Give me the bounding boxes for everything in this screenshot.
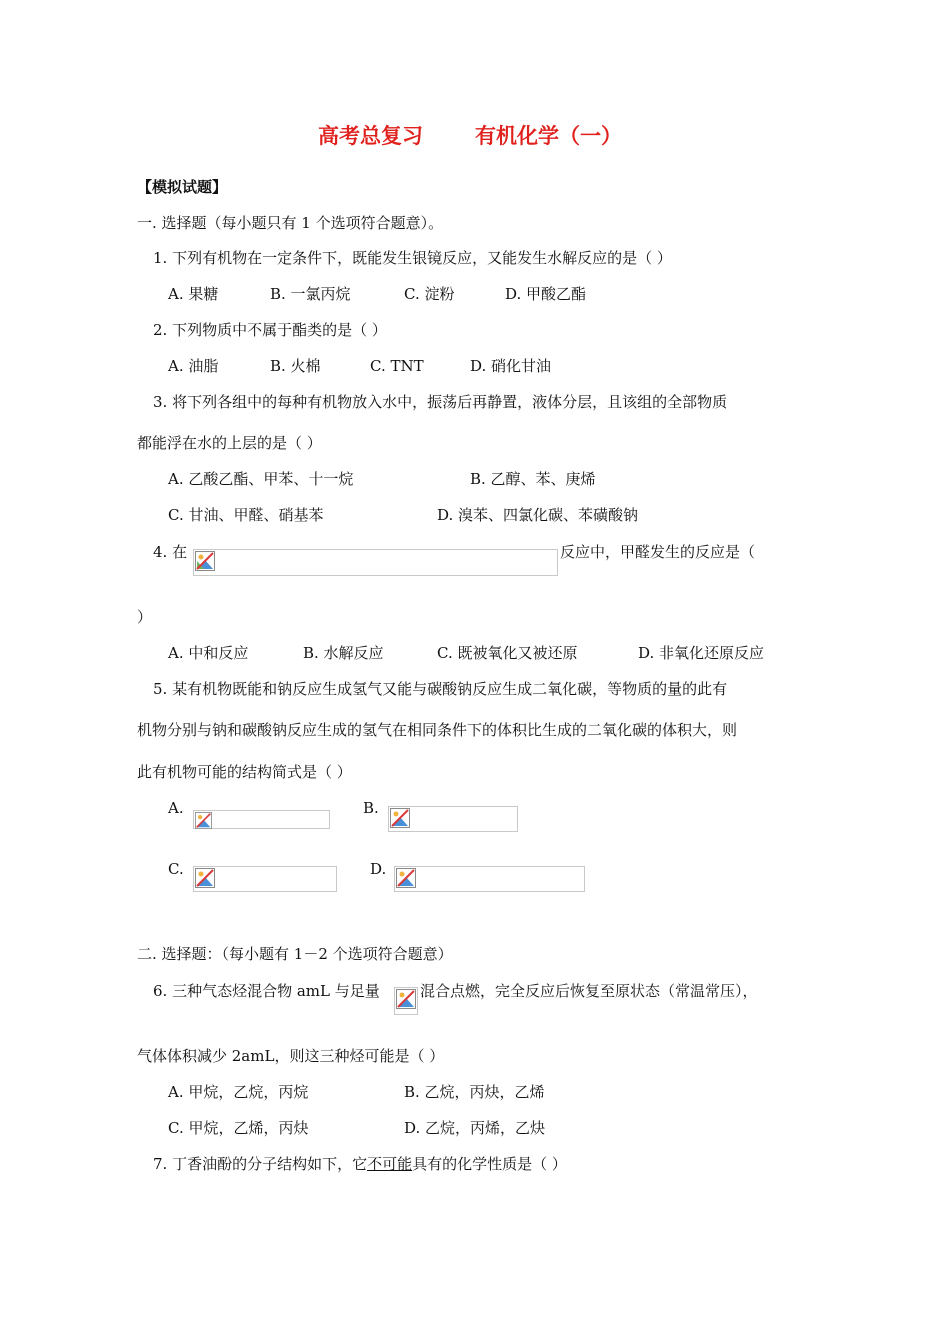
q5-line1: 5. 某有机物既能和钠反应生成氢气又能与碳酸钠反应生成二氧化碳，等物质的量的此有 — [153, 680, 728, 698]
q3-stem-line1: 3. 将下列各组中的每种有机物放入水中，振荡后再静置，液体分层，且该组的全部物质 — [153, 393, 728, 411]
q5-label-c: C. — [168, 860, 184, 878]
q1-option-b: B. 一氯丙烷 — [270, 285, 351, 303]
q3-option-c: C. 甘油、甲醛、硝基苯 — [168, 506, 324, 524]
section-header: 【模拟试题】 — [137, 178, 228, 196]
q3-option-b: B. 乙醇、苯、庚烯 — [470, 470, 596, 488]
broken-image-icon — [390, 808, 410, 828]
q1-option-c: C. 淀粉 — [404, 285, 455, 303]
title-part1: 高考总复习 — [318, 124, 423, 148]
q1-stem: 1. 下列有机物在一定条件下，既能发生银镜反应，又能发生水解反应的是（ ） — [153, 249, 672, 267]
q4-reaction-image — [193, 549, 558, 576]
q6-option-c: C. 甲烷，乙烯，丙炔 — [168, 1119, 309, 1137]
q7-stem-pre: 7. 丁香油酚的分子结构如下，它 — [153, 1155, 368, 1173]
q2-option-c: C. TNT — [370, 357, 424, 375]
q5-option-a-image — [193, 810, 330, 829]
q5-line2: 机物分别与钠和碳酸钠反应生成的氢气在相同条件下的体积比生成的二氧化碳的体积大，则 — [137, 721, 738, 739]
part2-heading: 二. 选择题：（每小题有 1－2 个选项符合题意） — [137, 945, 453, 963]
broken-image-icon — [195, 812, 212, 829]
q2-option-a: A. 油脂 — [168, 357, 219, 375]
q2-option-b: B. 火棉 — [270, 357, 321, 375]
broken-image-icon — [396, 868, 416, 888]
q6-stem-pre: 6. 三种气态烃混合物 amL 与足量 — [153, 982, 380, 1000]
q7-stem — [153, 1154, 567, 1174]
q7-stem-underlined: 不可能 — [367, 1155, 413, 1173]
q5-label-b: B. — [363, 799, 379, 817]
q7-stem-post: 具有的化学性质是（ ） — [412, 1155, 567, 1173]
q6-option-d: D. 乙烷，丙烯，乙炔 — [404, 1119, 546, 1137]
q1-option-d: D. 甲酸乙酯 — [505, 285, 587, 303]
broken-image-icon — [195, 551, 215, 571]
q5-option-c-image — [193, 866, 337, 892]
q6-stem-post: 混合点燃，完全反应后恢复至原状态（常温常压）， — [420, 982, 758, 1000]
part1-heading: 一. 选择题（每小题只有 1 个选项符合题意）。 — [137, 214, 444, 232]
q5-label-d: D. — [370, 860, 387, 878]
q6-line2: 气体体积减少 2amL，则这三种烃可能是（ ） — [137, 1047, 445, 1065]
broken-image-icon — [396, 989, 416, 1009]
q3-stem-line2: 都能浮在水的上层的是（ ） — [137, 434, 322, 452]
q3-option-d: D. 溴苯、四氯化碳、苯磺酸钠 — [437, 506, 639, 524]
q5-label-a: A. — [168, 799, 184, 817]
q5-option-b-image — [388, 806, 518, 832]
broken-image-icon — [195, 868, 215, 888]
q4-option-b: B. 水解反应 — [303, 644, 384, 662]
q4-option-a: A. 中和反应 — [168, 644, 249, 662]
q5-option-d-image — [394, 866, 585, 892]
q3-option-a: A. 乙酸乙酯、甲苯、十一烷 — [168, 470, 354, 488]
q4-stem-post: 反应中，甲醛发生的反应是（ — [560, 543, 756, 561]
title-part2: 有机化学（一） — [475, 124, 622, 148]
q1-option-a: A. 果糖 — [168, 285, 219, 303]
q4-option-c: C. 既被氧化又被还原 — [437, 644, 578, 662]
q6-oxygen-image — [394, 987, 418, 1015]
q4-option-d: D. 非氧化还原反应 — [638, 644, 765, 662]
q4-stem-pre: 4. 在 — [153, 543, 188, 561]
q6-option-a: A. 甲烷，乙烷，丙烷 — [168, 1083, 309, 1101]
q5-line3: 此有机物可能的结构简式是（ ） — [137, 763, 352, 781]
q4-stem-close: ） — [137, 608, 153, 626]
q2-option-d: D. 硝化甘油 — [470, 357, 552, 375]
q6-option-b: B. 乙烷，丙炔，乙烯 — [404, 1083, 545, 1101]
q2-stem: 2. 下列物质中不属于酯类的是（ ） — [153, 321, 387, 339]
